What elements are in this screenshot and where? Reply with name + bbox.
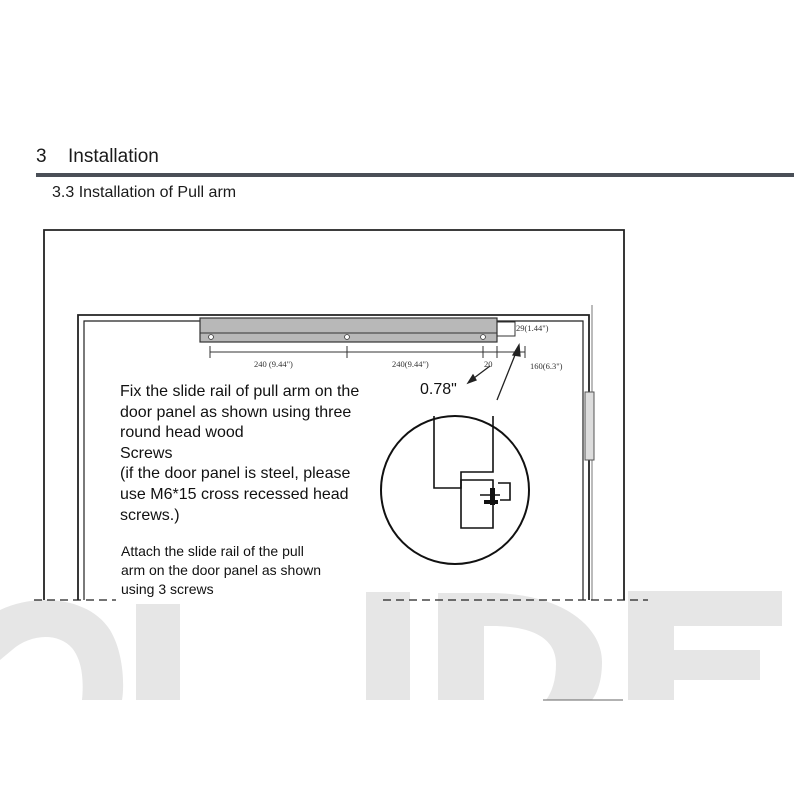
watermark xyxy=(0,591,782,700)
instruction-line: Screws xyxy=(120,444,173,462)
rail-height-bracket xyxy=(497,322,515,336)
subsection-title: 3.3 Installation of Pull arm xyxy=(52,184,237,201)
instruction-line: door panel as shown using three xyxy=(120,403,352,421)
dimension-label-gap: 20 xyxy=(484,359,493,369)
instruction-line: arm on the door panel as shown xyxy=(121,562,322,578)
instruction-line: Fix the slide rail of pull arm on the xyxy=(120,383,360,400)
leader-arrows xyxy=(468,345,520,400)
instruction-main xyxy=(120,382,395,526)
gap-callout: 0.78" xyxy=(420,381,457,398)
instruction-secondary xyxy=(121,542,381,599)
instruction-line: use M6*15 cross recessed head xyxy=(120,485,349,503)
dimension-label-left: 240 (9.44") xyxy=(254,359,293,369)
screw-hole-right xyxy=(481,335,486,340)
spacing-dimension xyxy=(210,346,525,358)
dimension-label-rail-height: 29(1.44") xyxy=(516,323,549,333)
instruction-line: screws.) xyxy=(120,506,180,524)
detail-view xyxy=(381,416,529,564)
dimension-label-right: 240(9.44") xyxy=(392,359,429,369)
instruction-line: (if the door panel is steel, please xyxy=(120,465,351,483)
dimension-label-offset: 160(6.3") xyxy=(530,361,563,371)
instruction-line: Attach the slide rail of the pull xyxy=(121,543,304,559)
section-label: Installation xyxy=(68,146,159,167)
screw-hole-left xyxy=(209,335,214,340)
section-number: 3 xyxy=(36,146,47,167)
screw-hole-middle xyxy=(345,335,350,340)
instruction-line: round head wood xyxy=(120,424,244,442)
hinge xyxy=(585,392,594,460)
instruction-line: using 3 screws xyxy=(121,581,214,597)
